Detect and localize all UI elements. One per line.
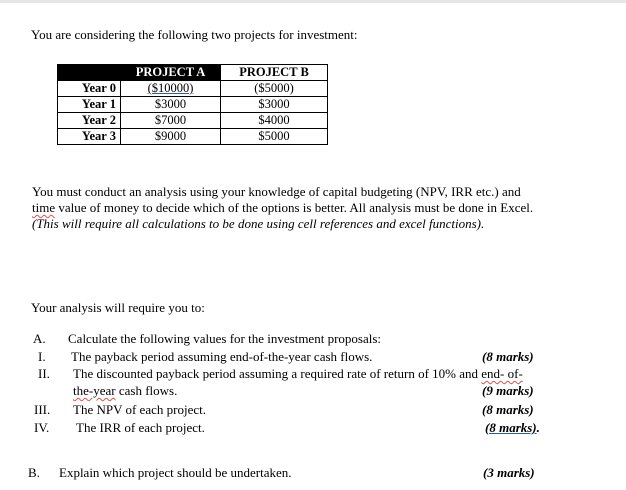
instructions-line-1: You must conduct an analysis using your knowledge of capital budgeting (NPV, IRR etc.) and xyxy=(32,184,521,199)
section-a-label: A. xyxy=(33,331,46,346)
year-label: Year 1 xyxy=(58,97,121,113)
project-b-value: $5000 xyxy=(221,129,328,145)
year-label: Year 0 xyxy=(58,81,121,97)
item-discounted-payback-ul: end- of- xyxy=(481,366,523,381)
item-payback-text: The payback period assuming end-of-the-year cash flows. xyxy=(71,349,373,364)
section-b-text: Explain which project should be undertaken. xyxy=(59,465,292,480)
page-top-border xyxy=(0,0,626,3)
item-discounted-payback-cont-ul: the-year xyxy=(73,383,116,398)
section-b-marks: (3 marks) xyxy=(483,465,535,480)
item-number: IV. xyxy=(34,420,50,435)
project-a-value: $9000 xyxy=(121,129,221,145)
header-project-a: PROJECT A xyxy=(121,65,221,81)
table-row xyxy=(58,81,328,97)
projects-table xyxy=(57,64,328,145)
item-npv-text: The NPV of each project. xyxy=(73,402,206,417)
item-npv-marks: (8 marks) xyxy=(482,402,534,417)
table-row xyxy=(58,113,328,129)
project-a-year0-value: ($10000) xyxy=(147,81,194,95)
table-row xyxy=(58,97,328,113)
analysis-intro: Your analysis will require you to: xyxy=(31,300,205,315)
item-discounted-payback-text xyxy=(73,366,523,381)
year-label: Year 2 xyxy=(58,113,121,129)
section-b-label: B. xyxy=(28,465,40,480)
project-a-value xyxy=(121,81,221,97)
item-irr-marks-suffix: . xyxy=(536,420,540,435)
instructions-line-3: (This will require all calculations to be done using cell references and excel functions). xyxy=(32,216,485,231)
item-payback-marks: (8 marks) xyxy=(482,349,534,364)
table-row xyxy=(58,129,328,145)
intro-text: You are considering the following two projects for investment: xyxy=(31,27,358,42)
instructions-line-2-rest: value of money to decide which of the options is better. All analysis must be done in Excel. xyxy=(55,200,534,215)
project-a-value: $7000 xyxy=(121,113,221,129)
item-discounted-payback-marks: (9 marks) xyxy=(482,383,534,398)
item-discounted-payback-main: The discounted payback period assuming a required rate of return of 10% and xyxy=(73,366,482,381)
item-irr-text: The IRR of each project. xyxy=(76,420,205,435)
item-number: I. xyxy=(38,349,46,364)
section-a-text: Calculate the following values for the investment proposals: xyxy=(68,331,382,346)
header-project-b: PROJECT B xyxy=(221,65,328,81)
item-irr-marks xyxy=(485,420,540,435)
item-discounted-payback-cont xyxy=(73,383,177,398)
project-b-value: $3000 xyxy=(221,97,328,113)
table-header-row xyxy=(58,65,328,81)
item-number: II. xyxy=(38,366,50,381)
project-a-value: $3000 xyxy=(121,97,221,113)
year-label: Year 3 xyxy=(58,129,121,145)
instructions-line-2 xyxy=(32,200,533,215)
header-blank xyxy=(58,65,121,81)
item-discounted-payback-cont-rest: cash flows. xyxy=(115,383,178,398)
item-number: III. xyxy=(34,402,51,417)
instructions-word-time: time xyxy=(32,200,56,215)
project-b-value: ($5000) xyxy=(221,81,328,97)
project-b-value: $4000 xyxy=(221,113,328,129)
item-irr-marks-value: (8 marks) xyxy=(485,420,537,435)
